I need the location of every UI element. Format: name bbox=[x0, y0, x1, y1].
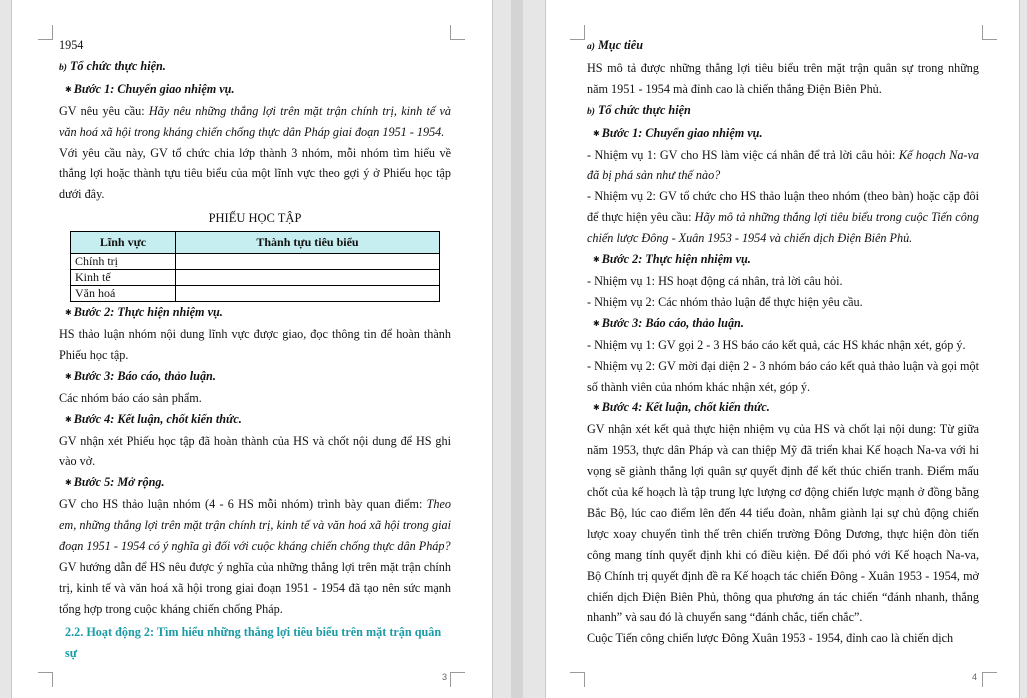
page-number: 3 bbox=[442, 672, 448, 682]
table-cell[interactable]: Văn hoá bbox=[71, 286, 176, 302]
crop-mark bbox=[450, 25, 465, 40]
asterisk-icon: ✱ bbox=[65, 478, 72, 488]
asterisk-icon: ✱ bbox=[65, 371, 72, 381]
document-page-left bbox=[11, 0, 493, 698]
paragraph: Với yêu cầu này, GV tổ chức chia lớp thành 3 nhóm, mỗi nhóm tìm hiểu về thắng lợi hoặc thành tựu tiêu biểu của một lĩnh vực theo gợi ý ở Phiếu học tập dưới đây. bbox=[59, 145, 451, 202]
crop-mark bbox=[450, 672, 465, 687]
paragraph: HS mô tả được những thắng lợi tiêu biểu trên mặt trận quân sự trong những năm 1951 - 1954 mà đỉnh cao là chiến thắng Điện Biên Phủ. bbox=[587, 60, 979, 96]
paragraph: GV nêu yêu cầu: Hãy nêu những thắng lợi trên mặt trận chính trị, kinh tế và văn hoá xã hội trong kháng chiến chống thực dân Pháp giai đoạn 1951 - 1954. bbox=[59, 103, 451, 139]
asterisk-icon: ✱ bbox=[593, 318, 600, 328]
crop-mark bbox=[982, 25, 997, 40]
step-1-heading: ✱ Bước 1: Chuyển giao nhiệm vụ. bbox=[65, 81, 235, 96]
table-header: Lĩnh vực bbox=[71, 232, 176, 254]
table-header-row bbox=[71, 232, 440, 254]
table-header: Thành tựu tiêu biểu bbox=[176, 232, 440, 254]
asterisk-icon: ✱ bbox=[65, 84, 72, 94]
paragraph: - Nhiệm vụ 1: GV gọi 2 - 3 HS báo cáo kết quả, các HS khác nhận xét, góp ý. bbox=[587, 337, 966, 352]
crop-mark bbox=[982, 672, 997, 687]
table-cell[interactable]: Kinh tế bbox=[71, 270, 176, 286]
page-number: 4 bbox=[972, 672, 978, 682]
goal-heading: a) Mục tiêu bbox=[587, 38, 643, 52]
paragraph: GV nhận xét kết quả thực hiện nhiệm vụ của HS và chốt lại nội dung: Từ giữa năm 1953, thực dân Pháp và can thiệp Mỹ đã triển khai Kế hoạch Na-va với hi vọng sẽ giành thắng lợi quân sự quyết định để kết thúc chiến tranh. Điểm mấu chốt của kế hoạch là tập trung lực lượng cơ động chiến lược mạnh ở đồng bằng Bắc Bộ, lúc cao điểm lên đến 44 tiểu đoàn, nhằm giành lại sự chủ động chiến lược xoay chuyển tình thế trên chiến trường Đông Dương, thực hiện đòn tiến công mang tính quyết định khi có điều kiện. Để đối phó với Kế hoạch Na-va, Bộ Chính trị quyết định đề ra Kế hoạch tác chiến Đông - Xuân 1953 - 1954, mở chiến dịch Điện Biên Phủ, thông qua phương án tác chiến “đánh nhanh, thắng nhanh” và sau đó là chuyển sang “đánh chắc, tiến chắc”. bbox=[587, 422, 979, 625]
org-heading: b) Tổ chức thực hiện bbox=[587, 102, 691, 117]
asterisk-icon: ✱ bbox=[65, 414, 72, 424]
step-2-heading: ✱ Bước 2: Thực hiện nhiệm vụ. bbox=[65, 305, 223, 320]
paragraph: GV hướng dẫn để HS nêu được ý nghĩa của những thắng lợi trên mặt trận chính trị, kinh tế và văn hoá xã hội trong giai đoạn 1951 - 1954 đã tạo nên sức mạnh tổng hợp trong cuộc kháng chiến chống Pháp. bbox=[59, 559, 451, 616]
table-cell[interactable] bbox=[176, 270, 440, 286]
paragraph: - Nhiệm vụ 2: GV tổ chức cho HS thảo luận theo nhóm (theo bàn) hoặc cặp đôi để thực hiện yêu cầu: Hãy mô tả những thắng lợi tiêu biểu trong cuộc Tiến công chiến lược Đông - Xuân 1953 - 1954 và chiến dịch Điện Biên Phủ. bbox=[587, 189, 979, 246]
paragraph: GV nhận xét Phiếu học tập đã hoàn thành của HS và chốt nội dung để HS ghi vào vở. bbox=[59, 433, 451, 469]
page-content bbox=[587, 35, 979, 649]
crop-mark bbox=[38, 672, 53, 687]
step-2-heading: ✱ Bước 2: Thực hiện nhiệm vụ. bbox=[593, 252, 751, 267]
step-5-heading: ✱ Bước 5: Mở rộng. bbox=[65, 475, 165, 490]
year-line: 1954 bbox=[59, 38, 84, 52]
step-3-heading: ✱ Bước 3: Báo cáo, thảo luận. bbox=[593, 315, 744, 330]
table-row bbox=[71, 254, 440, 270]
table-cell[interactable] bbox=[176, 254, 440, 270]
table-cell[interactable] bbox=[176, 286, 440, 302]
paragraph: - Nhiệm vụ 1: GV cho HS làm việc cá nhân để trả lời câu hỏi: Kế hoạch Na-va đã bị phá sản như thế nào? bbox=[587, 147, 979, 183]
asterisk-icon: ✱ bbox=[593, 128, 600, 138]
table-cell[interactable]: Chính trị bbox=[71, 254, 176, 270]
step-4-heading: ✱ Bước 4: Kết luận, chốt kiến thức. bbox=[593, 400, 770, 415]
step-1-heading: ✱ Bước 1: Chuyển giao nhiệm vụ. bbox=[593, 125, 763, 140]
paragraph: GV cho HS thảo luận nhóm (4 - 6 HS mỗi nhóm) trình bày quan điểm: Theo em, những thắng lợi trên mặt trận chính trị, kinh tế và văn hoá xã hội trong giai đoạn 1951 - 1954 có ý nghĩa gì đối với cuộc kháng chiến chống thực dân Pháp? bbox=[59, 497, 451, 554]
crop-mark bbox=[570, 25, 585, 40]
paragraph: Cuộc Tiến công chiến lược Đông Xuân 1953 - 1954, đỉnh cao là chiến dịch bbox=[587, 631, 954, 646]
step-4-heading: ✱ Bước 4: Kết luận, chốt kiến thức. bbox=[65, 411, 242, 426]
table-row bbox=[71, 286, 440, 302]
paragraph: - Nhiệm vụ 2: Các nhóm thảo luận để thực hiện yêu cầu. bbox=[587, 294, 863, 309]
table-row bbox=[71, 270, 440, 286]
document-page-right bbox=[545, 0, 1020, 698]
step-3-heading: ✱ Bước 3: Báo cáo, thảo luận. bbox=[65, 368, 216, 383]
paragraph: - Nhiệm vụ 1: HS hoạt động cá nhân, trả lời câu hỏi. bbox=[587, 273, 843, 288]
crop-mark bbox=[38, 25, 53, 40]
paragraph: - Nhiệm vụ 2: GV mời đại diện 2 - 3 nhóm báo cáo kết quả thảo luận và gọi một số thành viên của nhóm khác nhận xét, góp ý. bbox=[587, 358, 979, 394]
org-heading: b) Tổ chức thực hiện. bbox=[59, 58, 166, 73]
worksheet-table bbox=[70, 231, 440, 302]
asterisk-icon: ✱ bbox=[593, 403, 600, 413]
worksheet-title: PHIẾU HỌC TẬP bbox=[208, 211, 302, 226]
paragraph: HS thảo luận nhóm nội dung lĩnh vực được giao, đọc thông tin để hoàn thành Phiếu học tập. bbox=[59, 326, 451, 362]
section-heading: 2.2. Hoạt động 2: Tìm hiểu những thắng lợi tiêu biểu trên mặt trận quân sự bbox=[65, 624, 442, 660]
crop-mark bbox=[570, 672, 585, 687]
asterisk-icon: ✱ bbox=[593, 255, 600, 265]
pane-divider[interactable] bbox=[511, 0, 523, 698]
paragraph: Các nhóm báo cáo sản phẩm. bbox=[59, 390, 202, 405]
page-content bbox=[59, 35, 451, 663]
asterisk-icon: ✱ bbox=[65, 308, 72, 318]
